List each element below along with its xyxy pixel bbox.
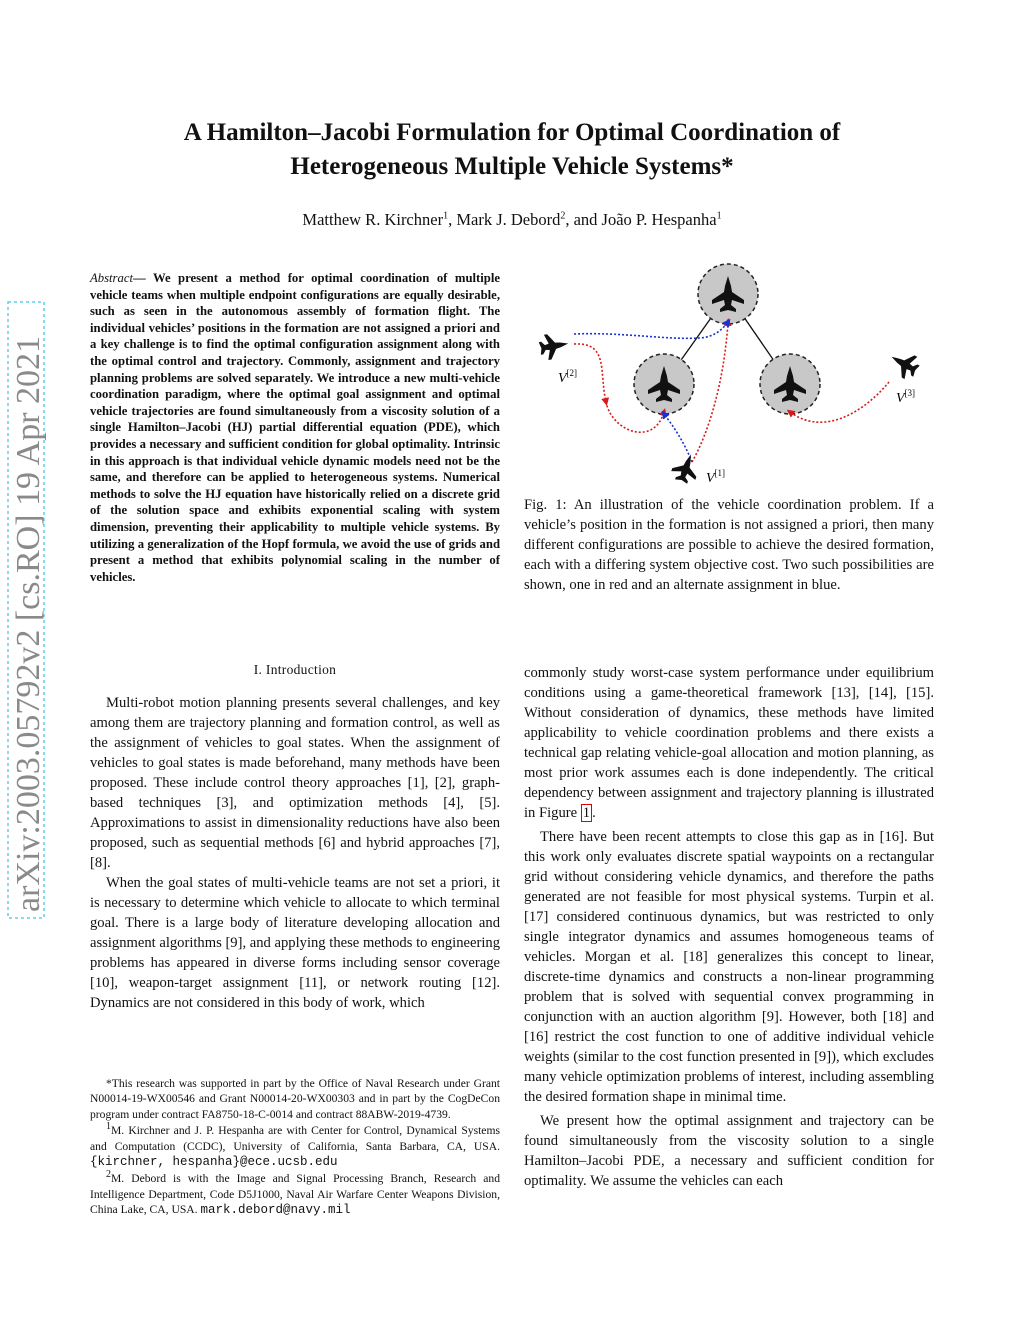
abstract-lead: Abstract bbox=[90, 271, 133, 285]
right-column-body bbox=[524, 663, 934, 1191]
paper-title bbox=[100, 116, 924, 184]
intro-paragraph-4: There have been recent attempts to close this gap as in [16]. But this work only evaluates discrete spatial waypoints on a rectangular grid without considering vehicle dynamics, and therefore the paths generated are not feasible for most physical systems. Turpin et al. [17] considered continuous dynamics, but was restricted to only single integrator dynamics and assumes homogeneous teams of vehicles. Morgan et al. [18] generalizes this concept to linear, discrete-time dynamics and constructs a non-linear programming problem that is solved with sequential convex programming in conjunction with an auction algorithm [9]. However, both [18] and [16] restrict the cost function to one of additive individual vehicle weights (similar to the cost function presented in [9]), which excludes many vehicle optimization problems of interest, including assembling the desired formation shape in minimal time. bbox=[524, 829, 934, 1105]
abstract-text: — We present a method for optimal coordination of multiple vehicle teams when multiple endpoint configurations are equally desirable, such as seen in the autonomous assembly of formation flight. The individual vehicles’ positions in the formation are not assigned a priori and a key challenge is to find the optimal configuration assignment along with the optimal control and trajectory. Commonly, assignment and trajectory planning problems are solved separately. We introduce a new multi-vehicle coordination paradigm, where the optimal goal assignment and optimal vehicle trajectories are found simultaneously from a viscosity solution of a single Hamilton–Jacobi (HJ) partial differential equation (PDE), which provides a necessary and sufficient condition for global optimality. Intrinsic in this approach is that individual vehicle dynamic models need not be the same, and therefore can be applied to heterogeneous systems. Numerical methods to solve the HJ equation have historically relied on a discrete grid of the solution space and exhibits exponential scaling with system dimension, preventing their applicability to multiple vehicle systems. By utilizing a generalization of the Hopf formula, we avoid the use of grids and present a method that exhibits polynomial scaling in the number of vehicles. bbox=[90, 271, 500, 584]
arxiv-side-stamp bbox=[2, 300, 48, 920]
blue-path-v2 bbox=[574, 322, 728, 338]
author-1: Matthew R. Kirchner bbox=[302, 210, 444, 229]
footnotes bbox=[90, 1076, 500, 1220]
footnote-affil-2 bbox=[90, 1171, 500, 1218]
figure-reference-link[interactable]: 1 bbox=[582, 805, 591, 821]
label-v1: V[1] bbox=[706, 468, 726, 486]
intro-paragraph-2: When the goal states of multi-vehicle teams are not set a priori, it is necessary to determine which vehicle to allocate to which terminal goal. There is a large body of literature developing allocation and assignment algorithms [9], and applying these methods to engineering problems has appeared in diverse forms including sensor coverage [10], weapon-target assignment [11], or network routing [12]. Dynamics are not considered in this body of work, which bbox=[90, 875, 500, 1011]
author-3: , and João P. Hespanha bbox=[565, 210, 717, 229]
arxiv-stamp-text: arXiv:2003.05792v2 [cs.RO] 19 Apr 2021 bbox=[10, 335, 47, 912]
author-2-affil: 2 bbox=[560, 210, 566, 222]
footnote-1-text: M. Kirchner and J. P. Hespanha are with Center for Control, Dynamical Systems and Computation (CCDC), University of California, Santa Barbara, CA, USA. bbox=[90, 1124, 500, 1153]
author-1-affil: 1 bbox=[443, 210, 449, 222]
intro-paragraph-5: We present how the optimal assignment and trajectory can be found simultaneously from the viscosity solution to a single Hamilton–Jacobi PDE, a necessary and sufficient condition for optimality. We assume the vehicles can each bbox=[524, 1113, 934, 1189]
footnote-1-mark: 1 bbox=[106, 1121, 111, 1133]
p3-text-b: . bbox=[592, 805, 596, 821]
abstract bbox=[90, 270, 500, 585]
vehicle-v2-icon bbox=[538, 331, 571, 361]
p3-text-a: commonly study worst-case system performance under equilibrium conditions using a game-theoretical framework [13], [14], [15]. Without consideration of dynamics, these methods have limited applicability to vehicle coordination problems and there exists a technical gap relating vehicle-goal allocation and motion planning, as most prior work assumes each is done independently. The critical dependency between assignment and trajectory planning is illustrated in Figure bbox=[524, 665, 934, 821]
footnote-2-email[interactable]: mark.debord@navy.mil bbox=[200, 1203, 351, 1218]
intro-paragraph-1: Multi-robot motion planning presents several challenges, and key among them are trajectory planning and formation control, as well as the assignment of vehicles to goal states. When the assignment of vehicles to goal states is made beforehand, many methods have been proposed. These include control theory approaches [1], [2], graph-based techniques [3], and optimization methods [4], [5]. Approximations to assist in dimensionality reductions have also been proposed, such as sequential methods [6] and hybrid approaches [7], [8]. bbox=[90, 695, 500, 871]
title-line-2: Heterogeneous Multiple Vehicle Systems* bbox=[290, 153, 734, 180]
vehicle-v1-icon bbox=[669, 450, 703, 486]
footnote-1-email[interactable]: {kirchner, hespanha}@ece.ucsb.edu bbox=[90, 1155, 338, 1170]
section-heading: I. Introduction bbox=[253, 662, 337, 677]
vehicle-v3-icon bbox=[885, 346, 923, 383]
footnote-affil-1 bbox=[90, 1123, 500, 1170]
author-2: , Mark J. Debord bbox=[448, 210, 561, 229]
footnote-2-mark: 2 bbox=[106, 1169, 111, 1181]
left-column-body bbox=[90, 693, 500, 1013]
footnote-funding: *This research was supported in part by the Office of Naval Research under Grant N00014-19-WX00546 and Grant N00014-20-WX00303 and in part by the CogDeCon program under contract FA8750-18-C-0014 and contract 88ABW-2019-4739. bbox=[90, 1077, 500, 1121]
author-3-affil: 1 bbox=[716, 210, 722, 222]
author-list bbox=[100, 210, 924, 230]
title-line-1: A Hamilton–Jacobi Formulation for Optimal Coordination of bbox=[183, 119, 841, 146]
intro-paragraph-3 bbox=[524, 663, 934, 823]
label-v2: V[2] bbox=[558, 368, 578, 386]
blue-path-v1 bbox=[664, 414, 692, 462]
figure-1-caption: Fig. 1: An illustration of the vehicle coordination problem. If a vehicle’s position in the formation is not assigned a priori, then many different configurations are possible to achieve the desired formation, each with a differing system objective cost. Two such possibilities are shown, one in red and an alternate assignment in blue. bbox=[524, 497, 934, 593]
label-v3: V[3] bbox=[896, 388, 916, 406]
footnote-2-text: M. Debord is with the Image and Signal Processing Branch, Research and Intelligence Department, Code D5J1000, Naval Air Warfare Center Weapons Division, China Lake, CA, USA. bbox=[90, 1172, 500, 1217]
figure-1-illustration bbox=[524, 262, 934, 487]
red-path-v1 bbox=[692, 322, 728, 462]
